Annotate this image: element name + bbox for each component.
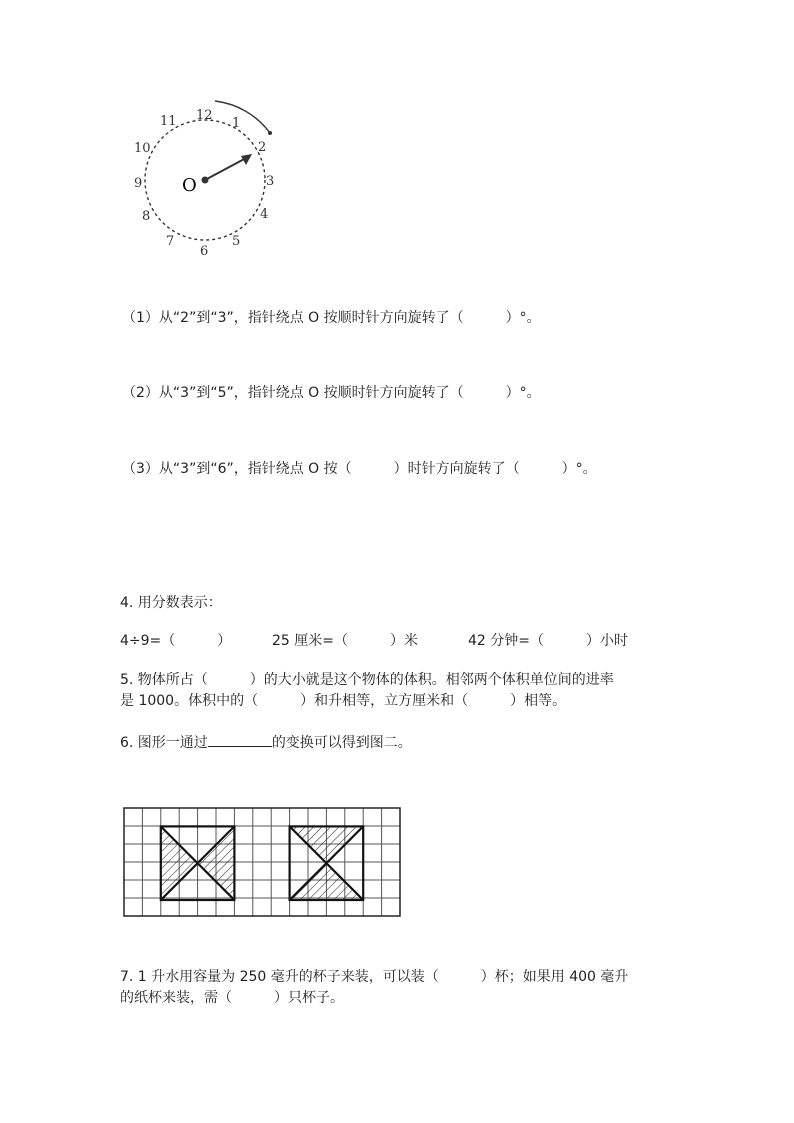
clock-number: 5 [232, 234, 241, 249]
question-4-title: 4. 用分数表示： [120, 595, 222, 611]
clock-number: 10 [134, 141, 151, 156]
clock-number: 4 [260, 207, 269, 222]
clock-number: 3 [266, 174, 275, 189]
question-4-c: 42 分钟=（ ）小时 [468, 633, 628, 649]
question-5-line1: 5. 物体所占（ ）的大小就是这个物体的体积。相邻两个体积单位间的进率 [120, 672, 614, 688]
question-4-b: 25 厘米=（ ）米 [272, 633, 418, 649]
center-point [202, 177, 209, 184]
question-7-line2: 的纸杯来装，需（ ）只杯子。 [120, 990, 344, 1006]
answer-blank [208, 734, 272, 747]
clock-number: 11 [160, 114, 177, 129]
clock-number: 6 [200, 244, 209, 259]
rotation-arc [215, 101, 270, 133]
question-6-prefix: 6. 图形一通过 [120, 735, 208, 751]
clock-figure [120, 95, 290, 265]
clock-number: 12 [196, 108, 213, 123]
question-6 [120, 732, 412, 752]
figure-two-bottom-shade [290, 863, 364, 900]
center-label: O [182, 175, 197, 196]
figure-two-top-shade [290, 826, 364, 863]
question-7-line1: 7. 1 升水用容量为 250 毫升的杯子来装，可以装（ ）杯；如果用 400 毫升 [120, 969, 629, 985]
question-3-2: （2）从“3”到“5”，指针绕点 O 按顺时针方向旋转了（ ）°。 [122, 385, 541, 401]
question-5-line2: 是 1000。体积中的（ ）和升相等，立方厘米和（ ）相等。 [120, 693, 567, 709]
clock-number: 1 [232, 116, 241, 131]
transformation-grid-figure [122, 806, 402, 918]
clock-number: 2 [258, 140, 267, 155]
question-3-3: （3）从“3”到“6”，指针绕点 O 按（ ）时针方向旋转了（ ）°。 [122, 461, 597, 477]
question-3-1: （1）从“2”到“3”，指针绕点 O 按顺时针方向旋转了（ ）°。 [122, 310, 541, 326]
clock-number: 7 [166, 234, 175, 249]
question-4-a: 4÷9=（ ） [120, 633, 232, 649]
clock-number: 9 [134, 176, 143, 191]
question-6-suffix: 的变换可以得到图二。 [271, 735, 412, 751]
clock-number: 8 [142, 209, 151, 224]
clock-hand [205, 157, 248, 180]
